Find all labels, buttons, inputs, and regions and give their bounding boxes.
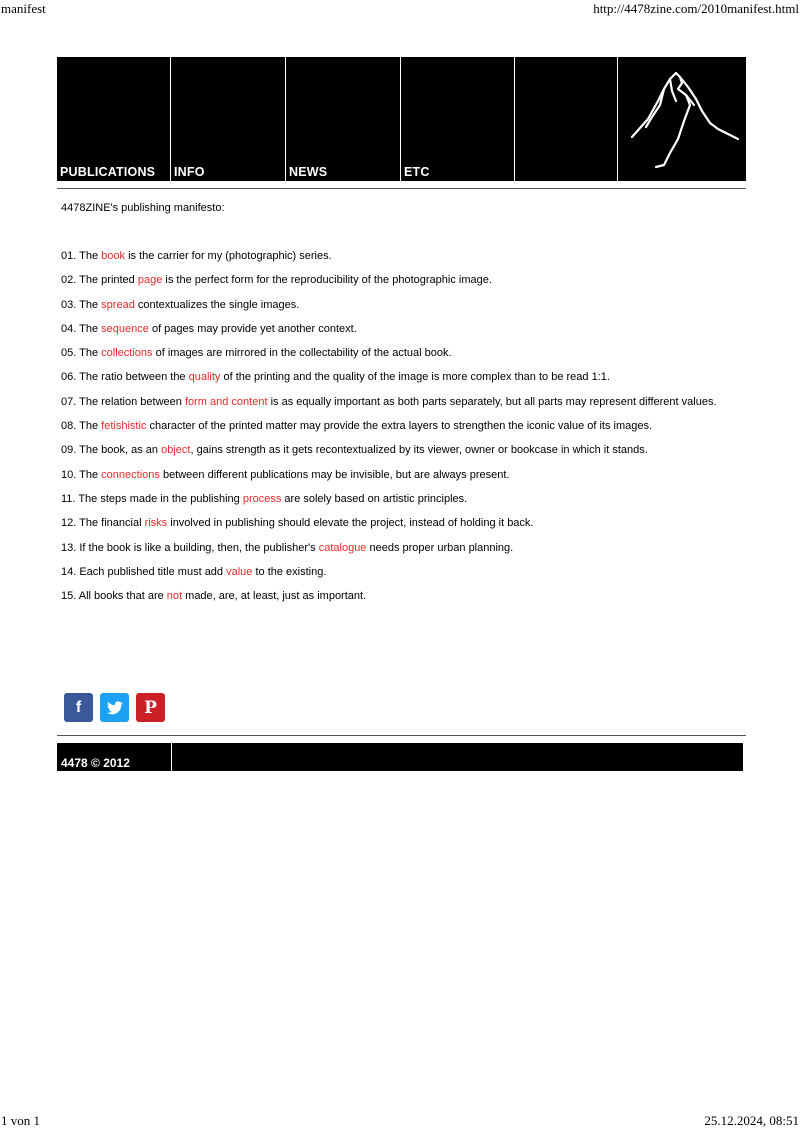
nav-info-link[interactable]: INFO xyxy=(174,165,205,179)
manifesto-item-text: 02. The printed xyxy=(61,274,138,287)
manifesto-keyword: page xyxy=(137,274,163,287)
manifesto-item-text: 05. The xyxy=(61,347,102,360)
manifesto-item xyxy=(61,323,717,347)
manifesto-keyword: not xyxy=(166,590,183,603)
nav-etc-link[interactable]: ETC xyxy=(404,165,430,179)
manifesto-item-text: 12. The financial xyxy=(61,517,145,530)
manifesto-item xyxy=(61,542,717,566)
manifesto-keyword: quality xyxy=(188,371,221,384)
manifesto-item xyxy=(61,469,717,493)
manifesto-item-text: 01. The xyxy=(61,250,102,262)
facebook-icon: f xyxy=(75,698,82,716)
footer-copyright-cell xyxy=(57,743,171,771)
manifesto-item xyxy=(61,274,717,298)
nav-item-etc[interactable] xyxy=(401,57,514,181)
twitter-share-button[interactable] xyxy=(100,693,129,722)
manifesto-item-text: contextualizes the single images. xyxy=(134,298,300,311)
print-page-url: http://4478zine.com/2010manifest.html xyxy=(593,1,799,16)
nav-publications-link[interactable]: PUBLICATIONS xyxy=(60,165,156,179)
manifesto-item xyxy=(61,420,717,444)
manifesto-item-text: of pages may provide yet another context. xyxy=(148,322,357,335)
manifesto-list xyxy=(61,250,717,614)
manifesto-item-text: made, are, at least, just as important. xyxy=(182,590,367,603)
manifesto-keyword: catalogue xyxy=(318,541,367,554)
manifesto-item-text: of the printing and the quality of the image is more complex than to be read 1:1. xyxy=(220,371,610,384)
manifesto-intro: 4478ZINE's publishing manifesto: xyxy=(61,202,225,214)
manifesto-item xyxy=(61,590,717,614)
top-navigation xyxy=(57,57,746,181)
manifesto-item-text: to the existing. xyxy=(252,565,327,578)
manifesto-item-text: involved in publishing should elevate the project, instead of holding it back. xyxy=(167,517,534,530)
manifesto-item xyxy=(61,517,717,541)
manifesto-item-text: is as equally important as both parts separately, but all parts may represent different values. xyxy=(267,395,717,408)
nav-item-blank xyxy=(515,57,617,181)
manifesto-keyword: form and content xyxy=(184,395,268,408)
manifesto-keyword: risks xyxy=(144,517,168,530)
manifesto-item-text: 11. The steps made in the publishing xyxy=(61,492,243,505)
bottom-divider xyxy=(57,735,746,736)
nav-item-news[interactable] xyxy=(286,57,400,181)
manifesto-item-text: between different publications may be invisible, but are always present. xyxy=(159,468,510,481)
manifesto-item xyxy=(61,250,717,274)
footer-blank-cell xyxy=(172,743,743,771)
manifesto-keyword: process xyxy=(242,492,282,505)
manifesto-item xyxy=(61,371,717,395)
manifesto-item-text: is the perfect form for the reproducibility of the photographic image. xyxy=(162,274,492,287)
manifesto-keyword: fetishistic xyxy=(101,420,147,433)
manifesto-item-text: 14. Each published title must add xyxy=(61,565,227,578)
manifesto-item-text: of images are mirrored in the collectability of the actual book. xyxy=(152,347,452,360)
mountain-logo-icon[interactable] xyxy=(630,71,742,171)
manifesto-item-text: is the carrier for my (photographic) series. xyxy=(125,250,332,262)
manifesto-keyword: book xyxy=(101,250,126,262)
pinterest-share-button[interactable] xyxy=(136,693,165,722)
manifesto-item-text: 13. If the book is like a building, then, the publisher's xyxy=(61,541,319,554)
manifesto-item-text: needs proper urban planning. xyxy=(366,541,514,554)
manifesto-item xyxy=(61,493,717,517)
manifesto-keyword: connections xyxy=(101,468,160,481)
manifesto-item xyxy=(61,347,717,371)
manifesto-item-text: 08. The xyxy=(61,420,102,433)
manifesto-item-text: 06. The ratio between the xyxy=(61,371,189,384)
print-datetime: 25.12.2024, 08:51 xyxy=(704,1113,799,1128)
manifesto-keyword: sequence xyxy=(101,322,149,335)
twitter-bird-icon xyxy=(107,701,123,715)
manifesto-item-text: 09. The book, as an xyxy=(61,444,162,457)
manifesto-item-text: character of the printed matter may provide the extra layers to strengthen the iconic value of its images. xyxy=(146,420,653,433)
manifesto-item xyxy=(61,566,717,590)
nav-item-info[interactable] xyxy=(171,57,285,181)
manifesto-item-text: are solely based on artistic principles. xyxy=(281,492,468,505)
facebook-share-button[interactable] xyxy=(64,693,93,722)
manifesto-keyword: spread xyxy=(101,298,135,311)
manifesto-item-text: , gains strength as it gets recontextualized by its viewer, owner or bookcase in which it stands. xyxy=(190,444,648,457)
manifesto-keyword: collections xyxy=(101,347,153,360)
social-share-buttons xyxy=(64,693,165,722)
print-page-title: manifest xyxy=(1,1,46,16)
manifesto-item-text: 15. All books that are xyxy=(61,590,167,603)
pinterest-icon: P xyxy=(144,697,157,718)
nav-news-link[interactable]: NEWS xyxy=(289,165,328,179)
manifesto-item xyxy=(61,396,717,420)
footer-bar xyxy=(57,743,743,771)
top-divider xyxy=(57,188,746,189)
nav-item-publications[interactable] xyxy=(57,57,170,181)
manifesto-keyword: value xyxy=(226,565,253,578)
logo-cell[interactable] xyxy=(618,57,746,181)
manifesto-item xyxy=(61,299,717,323)
copyright-text: 4478 © 2012 xyxy=(61,756,130,770)
manifesto-item-text: 03. The xyxy=(61,298,102,311)
manifesto-item xyxy=(61,444,717,468)
manifesto-item-text: 10. The xyxy=(61,468,102,481)
manifesto-item-text: 04. The xyxy=(61,322,102,335)
manifesto-item-text: 07. The relation between xyxy=(61,395,185,408)
manifesto-keyword: object xyxy=(161,444,191,457)
print-page-number: 1 von 1 xyxy=(1,1113,40,1128)
